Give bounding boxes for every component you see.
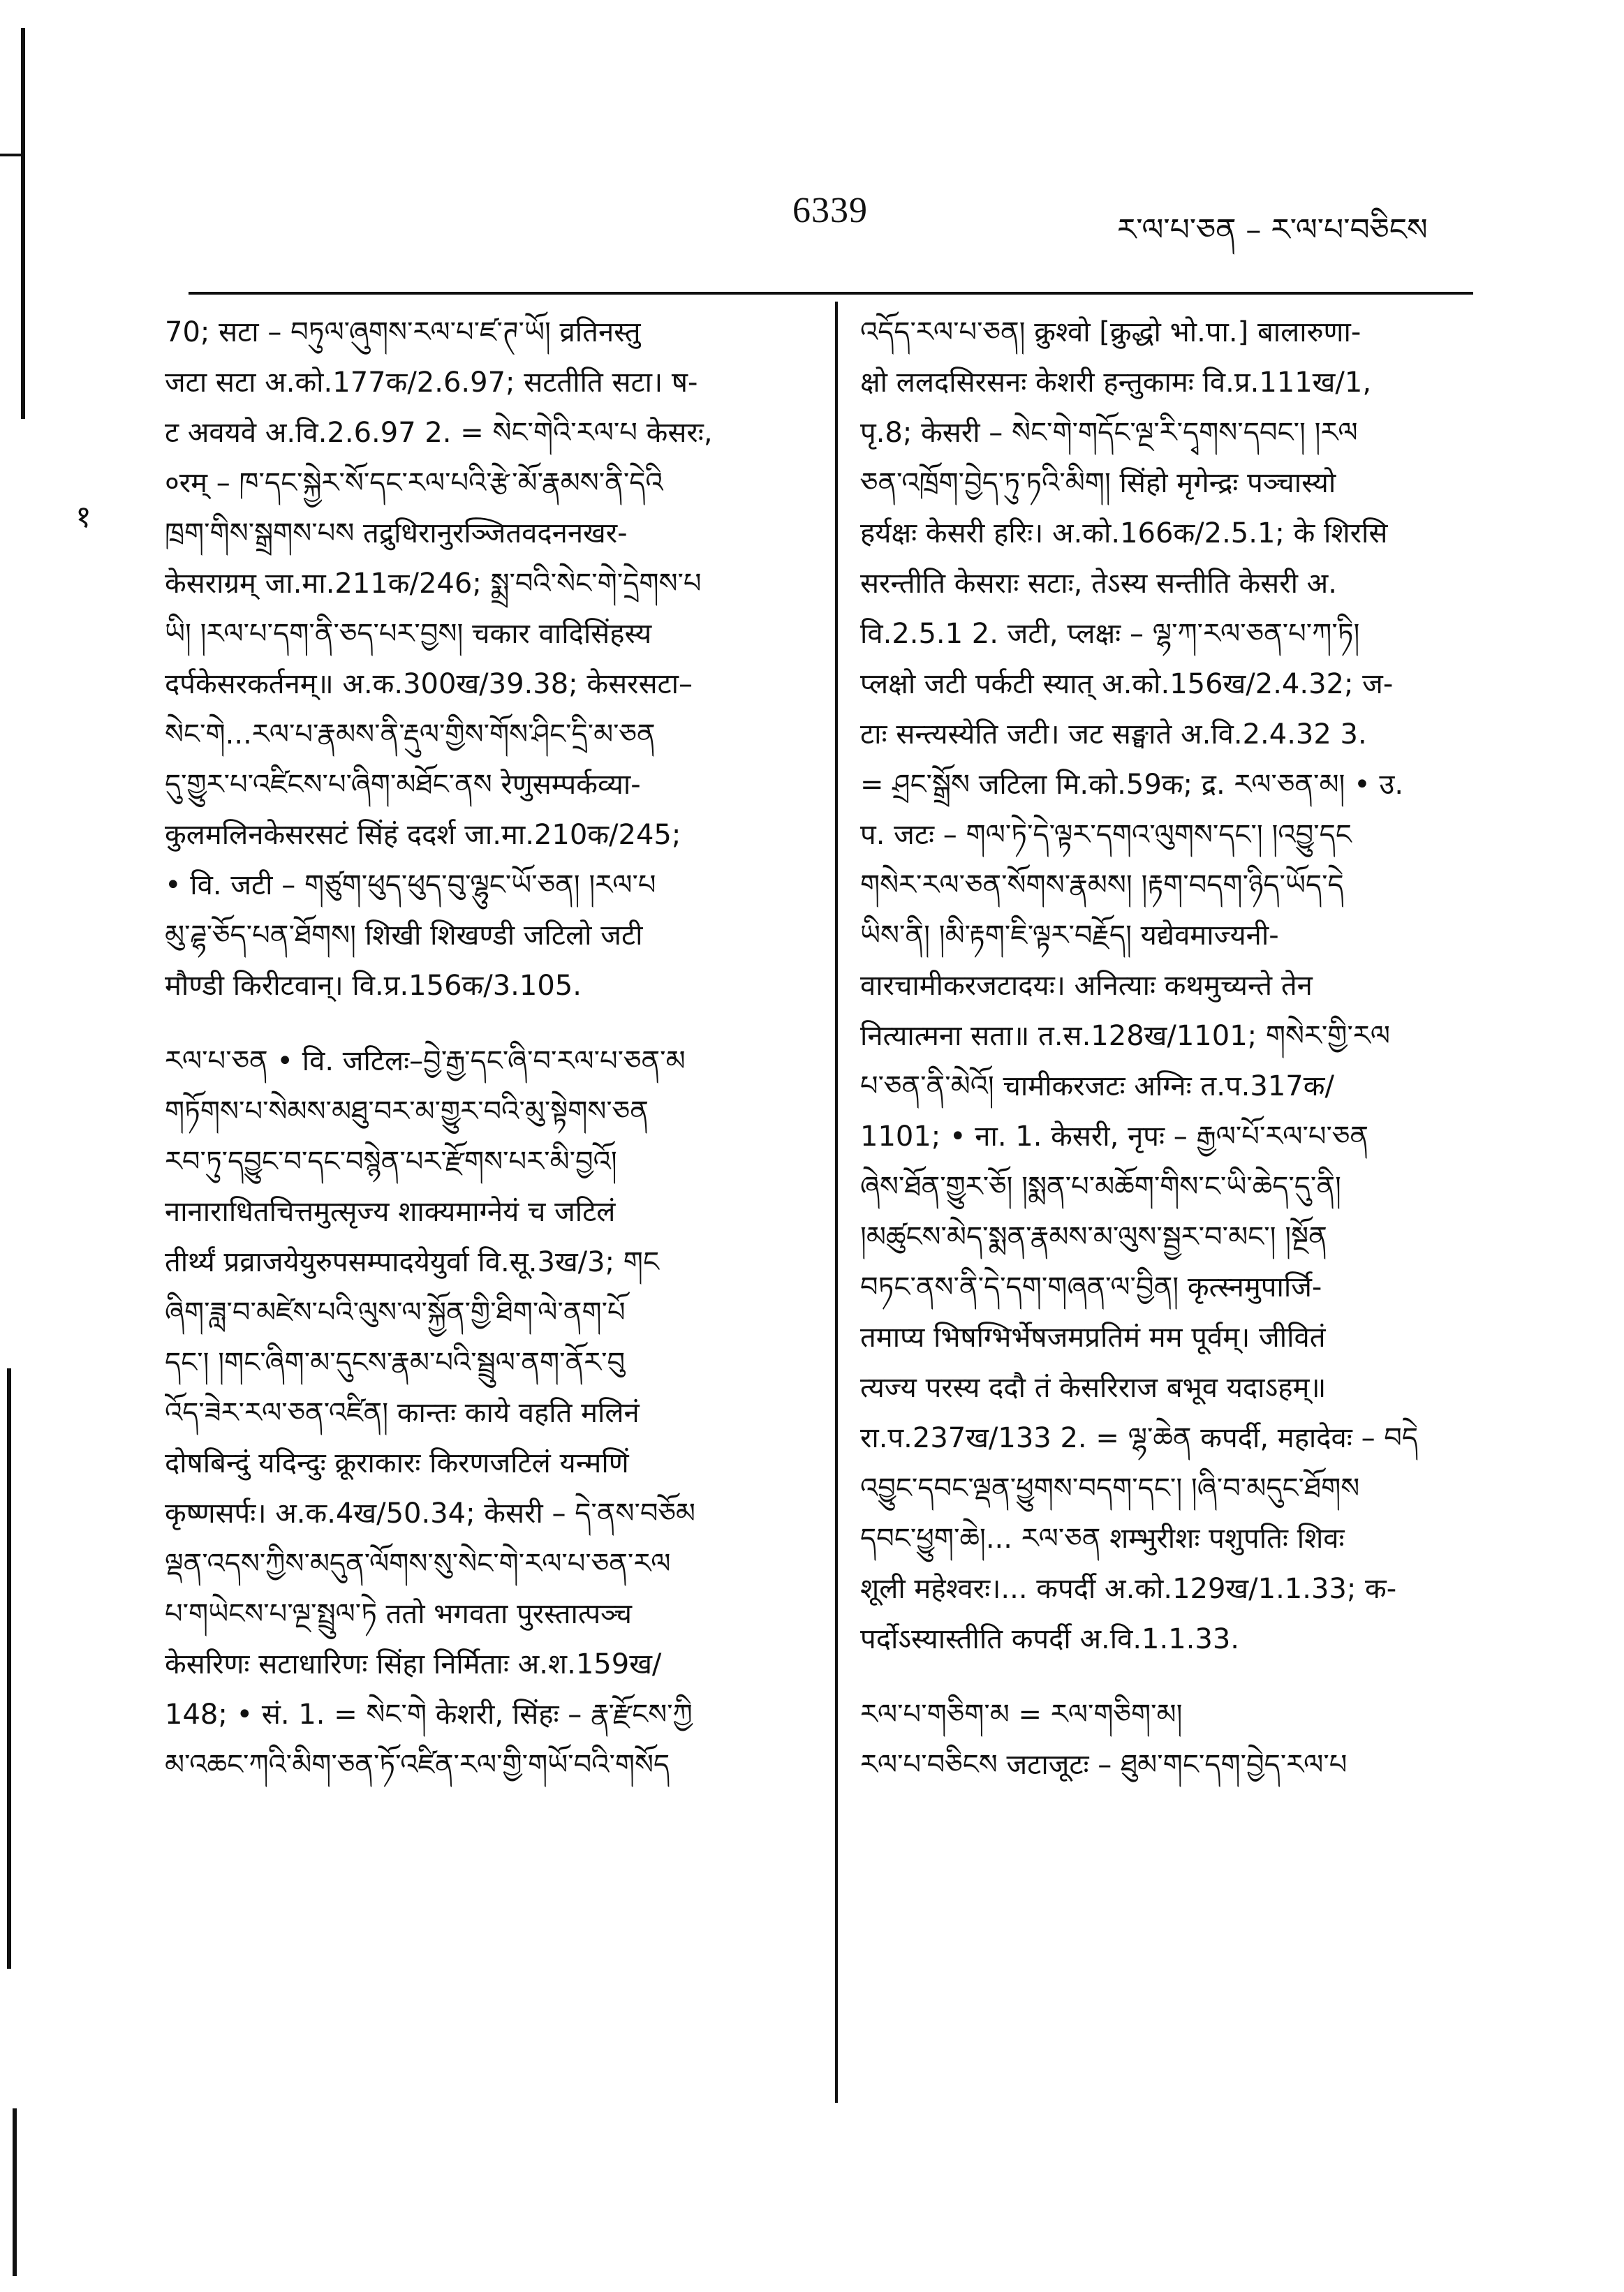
text-line: मौण्डी किरीटवान्। वि.प्र.156क/3.105. — [165, 970, 582, 1002]
text-line: པ་གཡེངས་པ་ལྔ་སྤྲུལ་ཏེ ततो भगवता पुरस्तात्पञ्च — [165, 1598, 633, 1630]
text-line: 70; सटा – བཏུལ་ཞུགས་རལ་པ་ཛ་ཊ་ཡོ། व्रतिनस्तु — [165, 316, 641, 348]
page-number: 6339 — [792, 191, 868, 230]
entry-gap — [165, 1011, 814, 1036]
text-line: वि.2.5.1 2. जटी, प्लक्षः – ལྷ་ཀ་རལ་ཅན་པ་ཀ་ཏི། — [860, 618, 1360, 650]
left-column — [165, 307, 814, 1790]
text-line: पृ.8; केसरी – སེང་གེ་གདོང་ལྔ་རི་དྭགས་དབང་། །རལ — [860, 417, 1358, 449]
text-line: ट अवयवे अ.वि.2.6.97 2. = སེང་གེའི་རལ་པ केसरः, — [165, 417, 713, 449]
text-line: जटा सटा अ.को.177क/2.6.97; सटतीति सटा। ष- — [165, 367, 698, 399]
text-line: त्यज्य परस्य ददौ तं केसरिराज बभूव यदाऽहम्॥ — [860, 1372, 1327, 1404]
text-line: कृष्णसर्पः। अ.क.4ख/50.34; केसरी – དེ་ནས་བཅོམ — [165, 1498, 696, 1530]
text-line: पर्दोऽस्यास्तीति कपर्दी अ.वि.1.1.33. — [860, 1623, 1240, 1655]
text-line: टाः सन्त्यस्येति जटी। जट सङ्घाते अ.वि.2.4.32 3. — [860, 718, 1367, 751]
binding-mark-top — [21, 28, 25, 419]
text-line: ཡི། །རལ་པ་དག་ནི་ཅད་པར་བྱས། चकार वादिसिंहस्य — [165, 618, 652, 650]
text-line: གཏོགས་པ་སེམས་མཐུ་བར་མ་གྱུར་བའི་མུ་སྟེགས་ཅན — [165, 1095, 649, 1127]
text-line: རལ་པ་ཅན • वि. जटिलः–བྱེ་རྒྱ་དང་ཞི་བ་རལ་པ་ཅན་མ — [165, 1045, 686, 1077]
text-line: 1101; • ना. 1. केसरी, नृपः – རྒྱལ་པོ་རལ་པ་ཅན — [860, 1121, 1369, 1153]
text-line: शूली महेश्वरः।... कपर्दी अ.को.129ख/1.1.33; क- — [860, 1573, 1397, 1605]
binding-mark-bottom — [13, 2108, 17, 2276]
text-line: कुलमलिनकेसरसटं सिंहं ददर्श जा.मा.210क/245; — [165, 819, 681, 851]
text-line: = ཤྲང་སྒྲོས जटिला मि.को.59क; द्र. རལ་ཅན་མ། • उ. — [860, 769, 1404, 801]
binding-mark-tick — [0, 154, 24, 156]
text-line: དབང་ཕྱུག་ཆེ།... རལ་ཅན शम्भुरीशः पशुपतिः शिवः — [860, 1523, 1345, 1555]
text-line: མུ་ཌྷ་ཅོད་པན་ཐོགས། शिखी शिखण्डी जटिलो जटी — [165, 919, 643, 952]
text-line: ཞེས་ཐོན་གྱུར་ཅོ། །སྨན་པ་མཆོག་གིས་ང་ཡི་ཆེད་དུ་ནི། — [860, 1171, 1341, 1203]
header-rule — [189, 292, 1473, 295]
text-line: • वि. जटी – གཙུག་ཕུད་ཕུད་བུ་ལྷུང་ཡོ་ཅན། །རལ་པ — [165, 869, 656, 901]
binding-mark-mid — [7, 1368, 11, 1969]
text-line: པ་ཅན་ནི་མེའོ། चामीकरजटः अग्निः त.प.317क/ — [860, 1070, 1334, 1102]
text-line: རབ་ཏུ་དབྱུང་བ་དང་བསྙེན་པར་རྫོགས་པར་མི་བྱའོ། — [165, 1146, 617, 1178]
text-line: केसराग्रम् जा.मा.211क/246; སྨྲ་བའི་སེང་གེ་དྲེགས་པ — [165, 568, 702, 600]
text-line: འོད་ཟེར་རལ་ཅན་འཛིན། कान्तः काये वहति मलिनं — [165, 1397, 640, 1429]
text-line: तमाप्य भिषग्भिर्भेषजमप्रतिमं मम पूर्वम्। जीवितं — [860, 1322, 1326, 1354]
entry-gap — [860, 1664, 1475, 1690]
text-line: नित्यात्मना सता॥ त.स.128ख/1101; གསེར་གྱི་རལ — [860, 1020, 1391, 1052]
text-line: दर्पकेसरकर्तनम्॥ अ.क.300ख/39.38; केसरसटा– — [165, 668, 693, 700]
margin-mark: १ — [75, 499, 91, 535]
text-line: रा.प.237ख/133 2. = ལྷ་ཆེན कपर्दी, महादेवः – བདེ — [860, 1422, 1419, 1454]
text-line: ཞིག་ཟླ་བ་མཛེས་པའི་ལུས་ལ་སྐྱོན་གྱི་ཐིག་ལེ་ནག་པོ — [165, 1296, 626, 1329]
text-line: སེང་གེ...རལ་པ་རྣམས་ནི་རྡུལ་གྱིས་གོས་ཤིང་དྲི་མ་ཅན — [165, 718, 656, 751]
column-divider — [835, 302, 838, 2103]
text-line: दोषबिन्दुं यदिन्दुः क्रूराकारः किरणजटिलं यन्मणिं — [165, 1447, 629, 1479]
text-line: नानाराधितचित्तमुत्सृज्य शाक्यमाग्नेयं च जटिलं — [165, 1196, 616, 1228]
text-line: ०रम् – ཁ་དང་སྐྱེར་སོ་དང་རལ་པའི་རྩེ་མོ་རྣམས་ནི་དེའི — [165, 467, 663, 499]
text-line: རལ་པ་གཅིག་མ = རལ་གཅིག་མ། — [860, 1699, 1183, 1731]
text-line: བཏང་ནས་ནི་དེ་དག་གཞན་ལ་བྱིན། कृत्स्नमुपार्जि- — [860, 1271, 1322, 1303]
text-line: वारचामीकरजटादयः। अनित्याः कथमुच्यन्ते तेन — [860, 970, 1313, 1002]
text-line: མ་འཆང་ཀའི་མིག་ཅན་ཏོ་འཛིན་རལ་གྱི་གཡོ་བའི་གསོད — [165, 1749, 670, 1781]
text-line: ཡིས་ནི། །མི་རྟག་ཇི་ལྟར་བརྗོད། यद्येवमाज्यनी- — [860, 919, 1279, 952]
text-line: གསེར་རལ་ཅན་སོགས་རྣམས། །རྟག་བདག་ཉིད་ཡོད་དེ — [860, 869, 1344, 901]
text-line: तीर्थ्यं प्रव्राजयेयुरुपसम्पादयेयुर्वा वि.सू.3ख/3; གང — [165, 1246, 660, 1278]
text-line: 148; • सं. 1. = སེང་གེ केशरी, सिंहः – རྣ་རྫོངས་ཀྱི — [165, 1699, 693, 1731]
text-line: དང་། །གང་ཞིག་མ་དུངས་རྣམ་པའི་སྦྲུལ་ནག་ནོར་བུ — [165, 1347, 626, 1379]
text-line: हर्यक्षः केसरी हरिः। अ.को.166क/2.5.1; के शिरसि — [860, 517, 1388, 549]
text-line: ཅན་འཁྲོག་བྱེད་ཏུ་ཏའི་མིག། सिंहो मृगेन्द्रः पञ्चास्यो — [860, 467, 1336, 499]
text-line: क्षो ललदसिरसनः केशरी हन्तुकामः वि.प्र.111ख/1, — [860, 367, 1372, 399]
text-line: འདོད་རལ་པ་ཅན། क्रुश्वो [क्रुद्धो भो.पा.] बालारुणा- — [860, 316, 1361, 348]
text-line: དུ་གྱུར་པ་འཛིངས་པ་ཞིག་མཐོང་ནས रेणुसम्पर्कव्या- — [165, 769, 641, 801]
text-line: ལྡན་འདས་ཀྱིས་མདུན་ལོགས་སུ་སེང་གེ་རལ་པ་ཅན་རལ — [165, 1548, 671, 1580]
text-line: प. जटः – གལ་ཏེ་དེ་ལྟར་དགའ་ལུགས་དང་། །འབྱུ་དང — [860, 819, 1352, 851]
running-head: ར་ལ་པ་ཅན – ར་ལ་པ་བཅིངས — [1117, 212, 1428, 248]
text-line: प्लक्षो जटी पर्कटी स्यात् अ.को.156ख/2.4.32; ज- — [860, 668, 1394, 700]
text-line: सरन्तीति केसराः सटाः, तेऽस्य सन्तीति केसरी अ. — [860, 568, 1337, 600]
right-column — [860, 307, 1475, 1790]
text-line: ཁྲག་གིས་སྒྲགས་པས तद्रुधिरानुरञ्जितवदननखर- — [165, 517, 628, 549]
text-line: केसरिणः सटाधारिणः सिंहा निर्मिताः अ.श.159ख/ — [165, 1648, 662, 1680]
text-line: །མཚུངས་མེད་སྨན་རྣམས་མ་ལུས་སྦྱར་བ་མང་། །སྔོན — [860, 1221, 1327, 1253]
text-line: རལ་པ་བཅིངས जटाजूटः – ཐུམ་གང་དག་བྱེད་རལ་པ — [860, 1749, 1348, 1781]
text-line: འབྱུང་དབང་ལྡན་ཕྱུགས་བདག་དང་། །ཞི་བ་མདུང་ཐོགས — [860, 1472, 1360, 1504]
